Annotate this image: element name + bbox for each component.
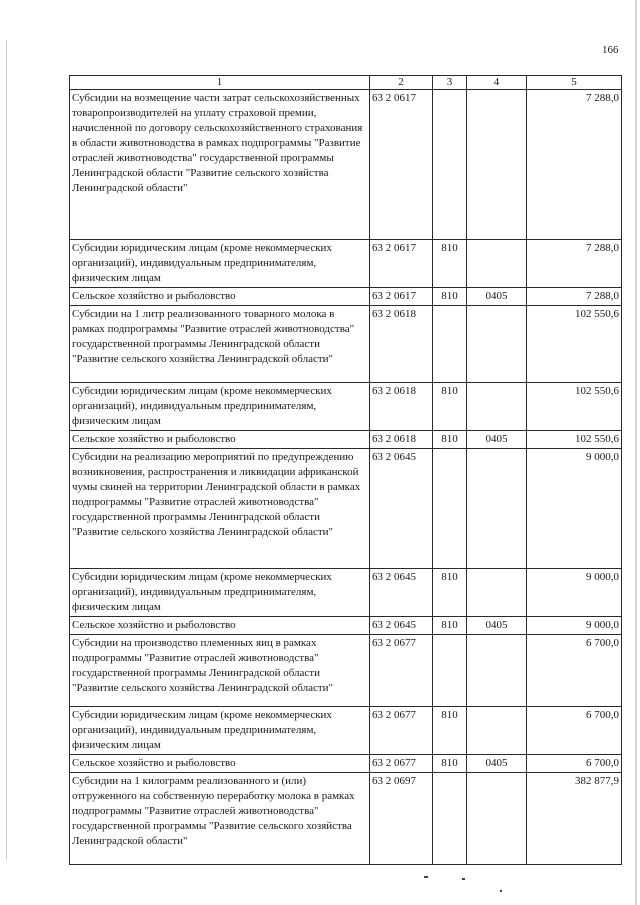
row-target-code: 63 2 0677 — [370, 755, 433, 773]
row-target-code: 63 2 0618 — [370, 306, 433, 383]
row-target-code: 63 2 0677 — [370, 707, 433, 755]
row-description: Субсидии юридическим лицам (кроме некоммерческих организаций), индивидуальным предпринимателям, физическим лицам — [70, 240, 370, 288]
row-section-code — [467, 707, 527, 755]
row-section-code — [467, 569, 527, 617]
row-section-code — [467, 635, 527, 707]
row-section-code — [467, 240, 527, 288]
row-expense-type: 810 — [433, 383, 467, 431]
row-expense-type — [433, 90, 467, 240]
row-amount: 6 700,0 — [527, 707, 622, 755]
table-row — [70, 569, 622, 617]
row-description: Субсидии на производство племенных яиц в рамках подпрограммы "Развитие отраслей животноводства" государственной программы Ленинградской области "Развитие сельского хозяйства Ленинградской области" — [70, 635, 370, 707]
table-row — [70, 707, 622, 755]
row-description: Субсидии юридическим лицам (кроме некоммерческих организаций), индивидуальным предпринимателям, физическим лицам — [70, 707, 370, 755]
scan-speck — [424, 876, 428, 878]
row-description: Субсидии юридическим лицам (кроме некоммерческих организаций), индивидуальным предпринимателям, физическим лицам — [70, 383, 370, 431]
row-expense-type — [433, 635, 467, 707]
row-description: Субсидии юридическим лицам (кроме некоммерческих организаций), индивидуальным предпринимателям, физическим лицам — [70, 569, 370, 617]
row-section-code — [467, 90, 527, 240]
row-section-code: 0405 — [467, 617, 527, 635]
table-row — [70, 288, 622, 306]
row-target-code: 63 2 0617 — [370, 288, 433, 306]
table-row — [70, 240, 622, 288]
page-number: 166 — [602, 44, 619, 56]
row-expense-type: 810 — [433, 431, 467, 449]
table-header-row — [70, 76, 622, 90]
row-expense-type — [433, 306, 467, 383]
row-amount: 7 288,0 — [527, 288, 622, 306]
row-target-code: 63 2 0645 — [370, 449, 433, 569]
row-description: Субсидии на возмещение части затрат сельскохозяйственных товаропроизводителей на уплату страховой премии, начисленной по договору сельскохозяйственного страхования в области животноводства в рамках подпрограммы "Развитие отраслей животноводства" государственной программы Ленинградской области "Развитие сельского хозяйства Ленинградской области" — [70, 90, 370, 240]
table-row — [70, 431, 622, 449]
row-expense-type: 810 — [433, 617, 467, 635]
row-amount: 6 700,0 — [527, 755, 622, 773]
header-col-3: 3 — [433, 76, 467, 90]
scan-speck — [500, 890, 502, 892]
row-description: Сельское хозяйство и рыболовство — [70, 288, 370, 306]
table-row — [70, 617, 622, 635]
row-amount: 6 700,0 — [527, 635, 622, 707]
row-target-code: 63 2 0617 — [370, 90, 433, 240]
row-target-code: 63 2 0617 — [370, 240, 433, 288]
row-section-code — [467, 306, 527, 383]
table-row — [70, 306, 622, 383]
row-amount: 7 288,0 — [527, 240, 622, 288]
row-description: Субсидии на 1 килограмм реализованного и (или) отгруженного на собственную переработку молока в рамках подпрограммы "Развитие отраслей животноводства" государственной программы "Развитие сельского хозяйства Ленинградской области" — [70, 773, 370, 865]
row-expense-type: 810 — [433, 707, 467, 755]
row-expense-type: 810 — [433, 569, 467, 617]
row-amount: 9 000,0 — [527, 569, 622, 617]
row-expense-type — [433, 449, 467, 569]
row-expense-type: 810 — [433, 288, 467, 306]
budget-table — [69, 75, 622, 865]
table-row — [70, 383, 622, 431]
row-target-code: 63 2 0645 — [370, 617, 433, 635]
row-section-code: 0405 — [467, 431, 527, 449]
table-row — [70, 449, 622, 569]
table-row — [70, 773, 622, 865]
scan-edge-right — [635, 0, 637, 905]
header-col-2: 2 — [370, 76, 433, 90]
row-expense-type — [433, 773, 467, 865]
row-section-code — [467, 773, 527, 865]
row-target-code: 63 2 0618 — [370, 383, 433, 431]
row-target-code: 63 2 0645 — [370, 569, 433, 617]
row-target-code: 63 2 0618 — [370, 431, 433, 449]
row-section-code: 0405 — [467, 755, 527, 773]
scan-edge-left — [6, 40, 7, 860]
row-amount: 102 550,6 — [527, 431, 622, 449]
table-row — [70, 90, 622, 240]
row-amount: 9 000,0 — [527, 449, 622, 569]
row-amount: 102 550,6 — [527, 383, 622, 431]
row-amount: 102 550,6 — [527, 306, 622, 383]
row-description: Субсидии на 1 литр реализованного товарного молока в рамках подпрограммы "Развитие отраслей животноводства" государственной программы Ленинградской области "Развитие сельского хозяйства Ленинградской области" — [70, 306, 370, 383]
row-expense-type: 810 — [433, 240, 467, 288]
table-row — [70, 635, 622, 707]
scan-speck — [462, 878, 465, 880]
row-amount: 7 288,0 — [527, 90, 622, 240]
row-description: Сельское хозяйство и рыболовство — [70, 755, 370, 773]
row-target-code: 63 2 0697 — [370, 773, 433, 865]
row-description: Сельское хозяйство и рыболовство — [70, 617, 370, 635]
header-col-5: 5 — [527, 76, 622, 90]
header-col-1: 1 — [70, 76, 370, 90]
row-expense-type: 810 — [433, 755, 467, 773]
row-description: Субсидии на реализацию мероприятий по предупреждению возникновения, распространения и ликвидации африканской чумы свиней на территории Ленинградской области в рамках подпрограммы "Развитие отраслей животноводства" государственной программы Ленинградской области "Развитие сельского хозяйства Ленинградской области" — [70, 449, 370, 569]
row-section-code: 0405 — [467, 288, 527, 306]
header-col-4: 4 — [467, 76, 527, 90]
table-row — [70, 755, 622, 773]
row-section-code — [467, 449, 527, 569]
row-amount: 9 000,0 — [527, 617, 622, 635]
row-section-code — [467, 383, 527, 431]
row-description: Сельское хозяйство и рыболовство — [70, 431, 370, 449]
row-target-code: 63 2 0677 — [370, 635, 433, 707]
row-amount: 382 877,9 — [527, 773, 622, 865]
